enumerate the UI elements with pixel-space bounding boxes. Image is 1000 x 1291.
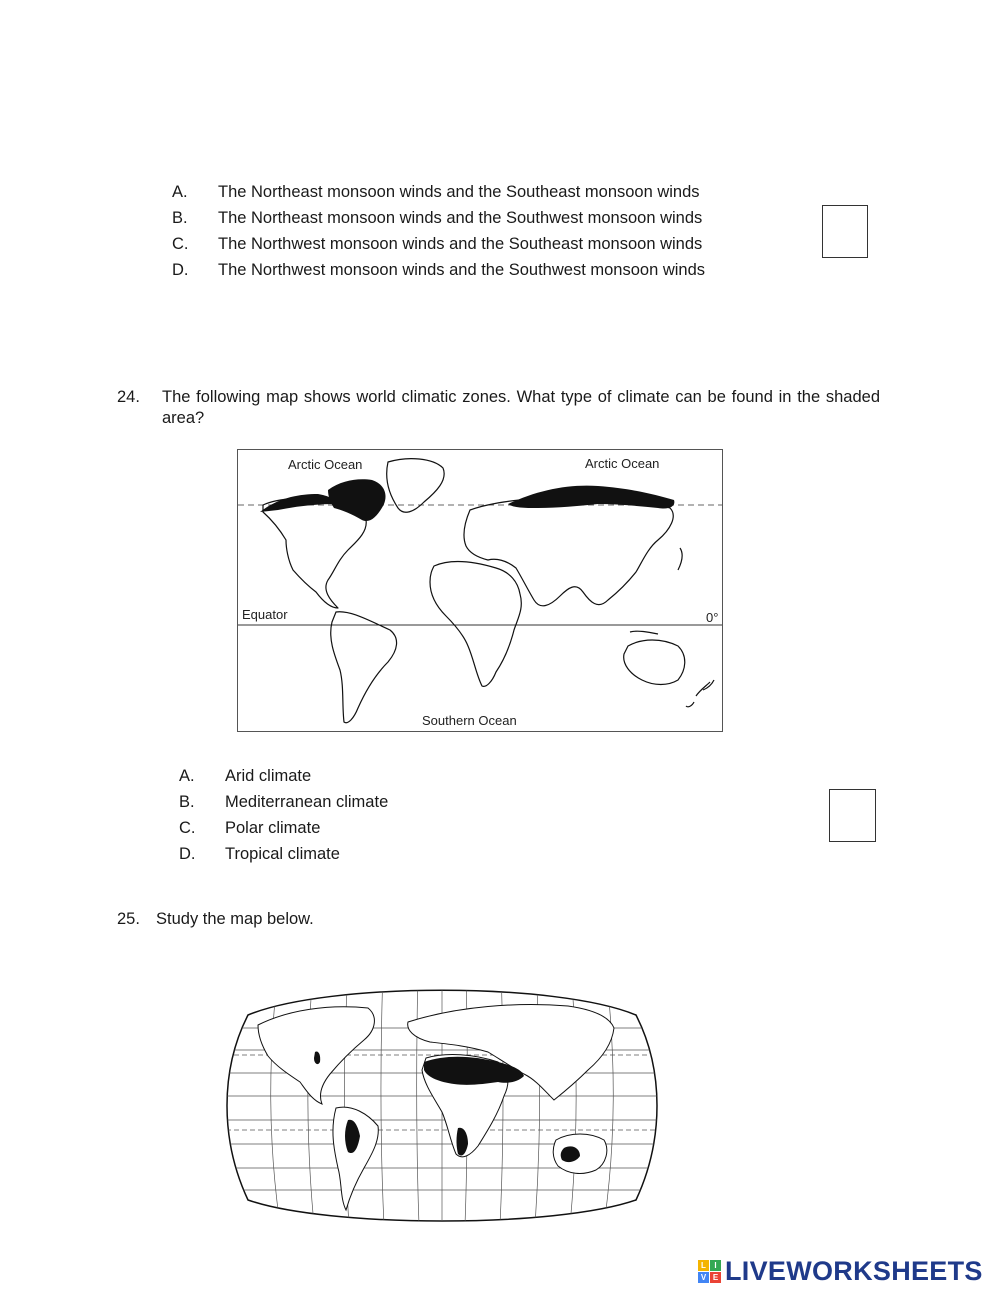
option-letter: D. <box>179 845 196 863</box>
question-text: Study the map below. <box>156 910 314 928</box>
shaded-polar-areas <box>260 479 674 521</box>
logo-tile: E <box>710 1272 721 1283</box>
south-america-shape <box>333 1107 378 1210</box>
option-letter: C. <box>179 819 196 837</box>
logo-tile: I <box>710 1260 721 1271</box>
option-text: Tropical climate <box>225 845 340 863</box>
liveworksheets-logo <box>698 1254 983 1288</box>
africa-outline <box>430 562 521 687</box>
option-text: The Northwest monsoon winds and the Southwest monsoon winds <box>218 261 706 279</box>
label-arctic-ocean-left: Arctic Ocean <box>288 457 363 472</box>
option-letter: A. <box>172 183 188 201</box>
logo-tile: V <box>698 1272 709 1283</box>
continents <box>258 1005 614 1210</box>
option-text: The Northeast monsoon winds and the Southeast monsoon winds <box>218 183 700 201</box>
question-number: 25. <box>117 910 140 928</box>
option-letter: C. <box>172 235 189 253</box>
question-text: The following map shows world climatic zones. What type of climate can be found in the shaded area? <box>162 388 880 427</box>
label-zero-degree: 0° <box>706 610 719 625</box>
robinson-map-drawing <box>218 970 666 1225</box>
option-letter: D. <box>172 261 189 279</box>
north-america-outline <box>263 498 366 608</box>
option-letter: B. <box>179 793 195 811</box>
option-text: Polar climate <box>225 819 321 837</box>
eurasia-outline <box>464 496 673 606</box>
world-map-drawing <box>238 450 722 731</box>
label-equator: Equator <box>242 607 288 622</box>
option-text: The Northwest monsoon winds and the Southeast monsoon winds <box>218 235 703 253</box>
q24-answer-box[interactable] <box>829 789 876 842</box>
q23-answer-box[interactable] <box>822 205 868 258</box>
logo-tile: L <box>698 1260 709 1271</box>
world-climate-map <box>237 449 723 732</box>
south-america-outline <box>331 612 397 723</box>
logo-tiles-icon <box>698 1260 721 1283</box>
option-text: The Northeast monsoon winds and the Southwest monsoon winds <box>218 209 703 227</box>
option-text: Mediterranean climate <box>225 793 389 811</box>
option-letter: A. <box>179 767 195 785</box>
robinson-world-map <box>218 970 666 1225</box>
greenland-outline <box>387 459 444 513</box>
label-southern-ocean: Southern Ocean <box>422 713 517 728</box>
question-number: 24. <box>117 388 140 406</box>
brand-name: LIVEWORKSHEETS <box>725 1255 983 1286</box>
option-text: Arid climate <box>225 767 312 785</box>
q25 <box>117 909 517 931</box>
q24 <box>117 387 882 431</box>
australia-outline <box>624 640 685 685</box>
label-arctic-ocean-right: Arctic Ocean <box>585 456 660 471</box>
option-letter: B. <box>172 209 188 227</box>
